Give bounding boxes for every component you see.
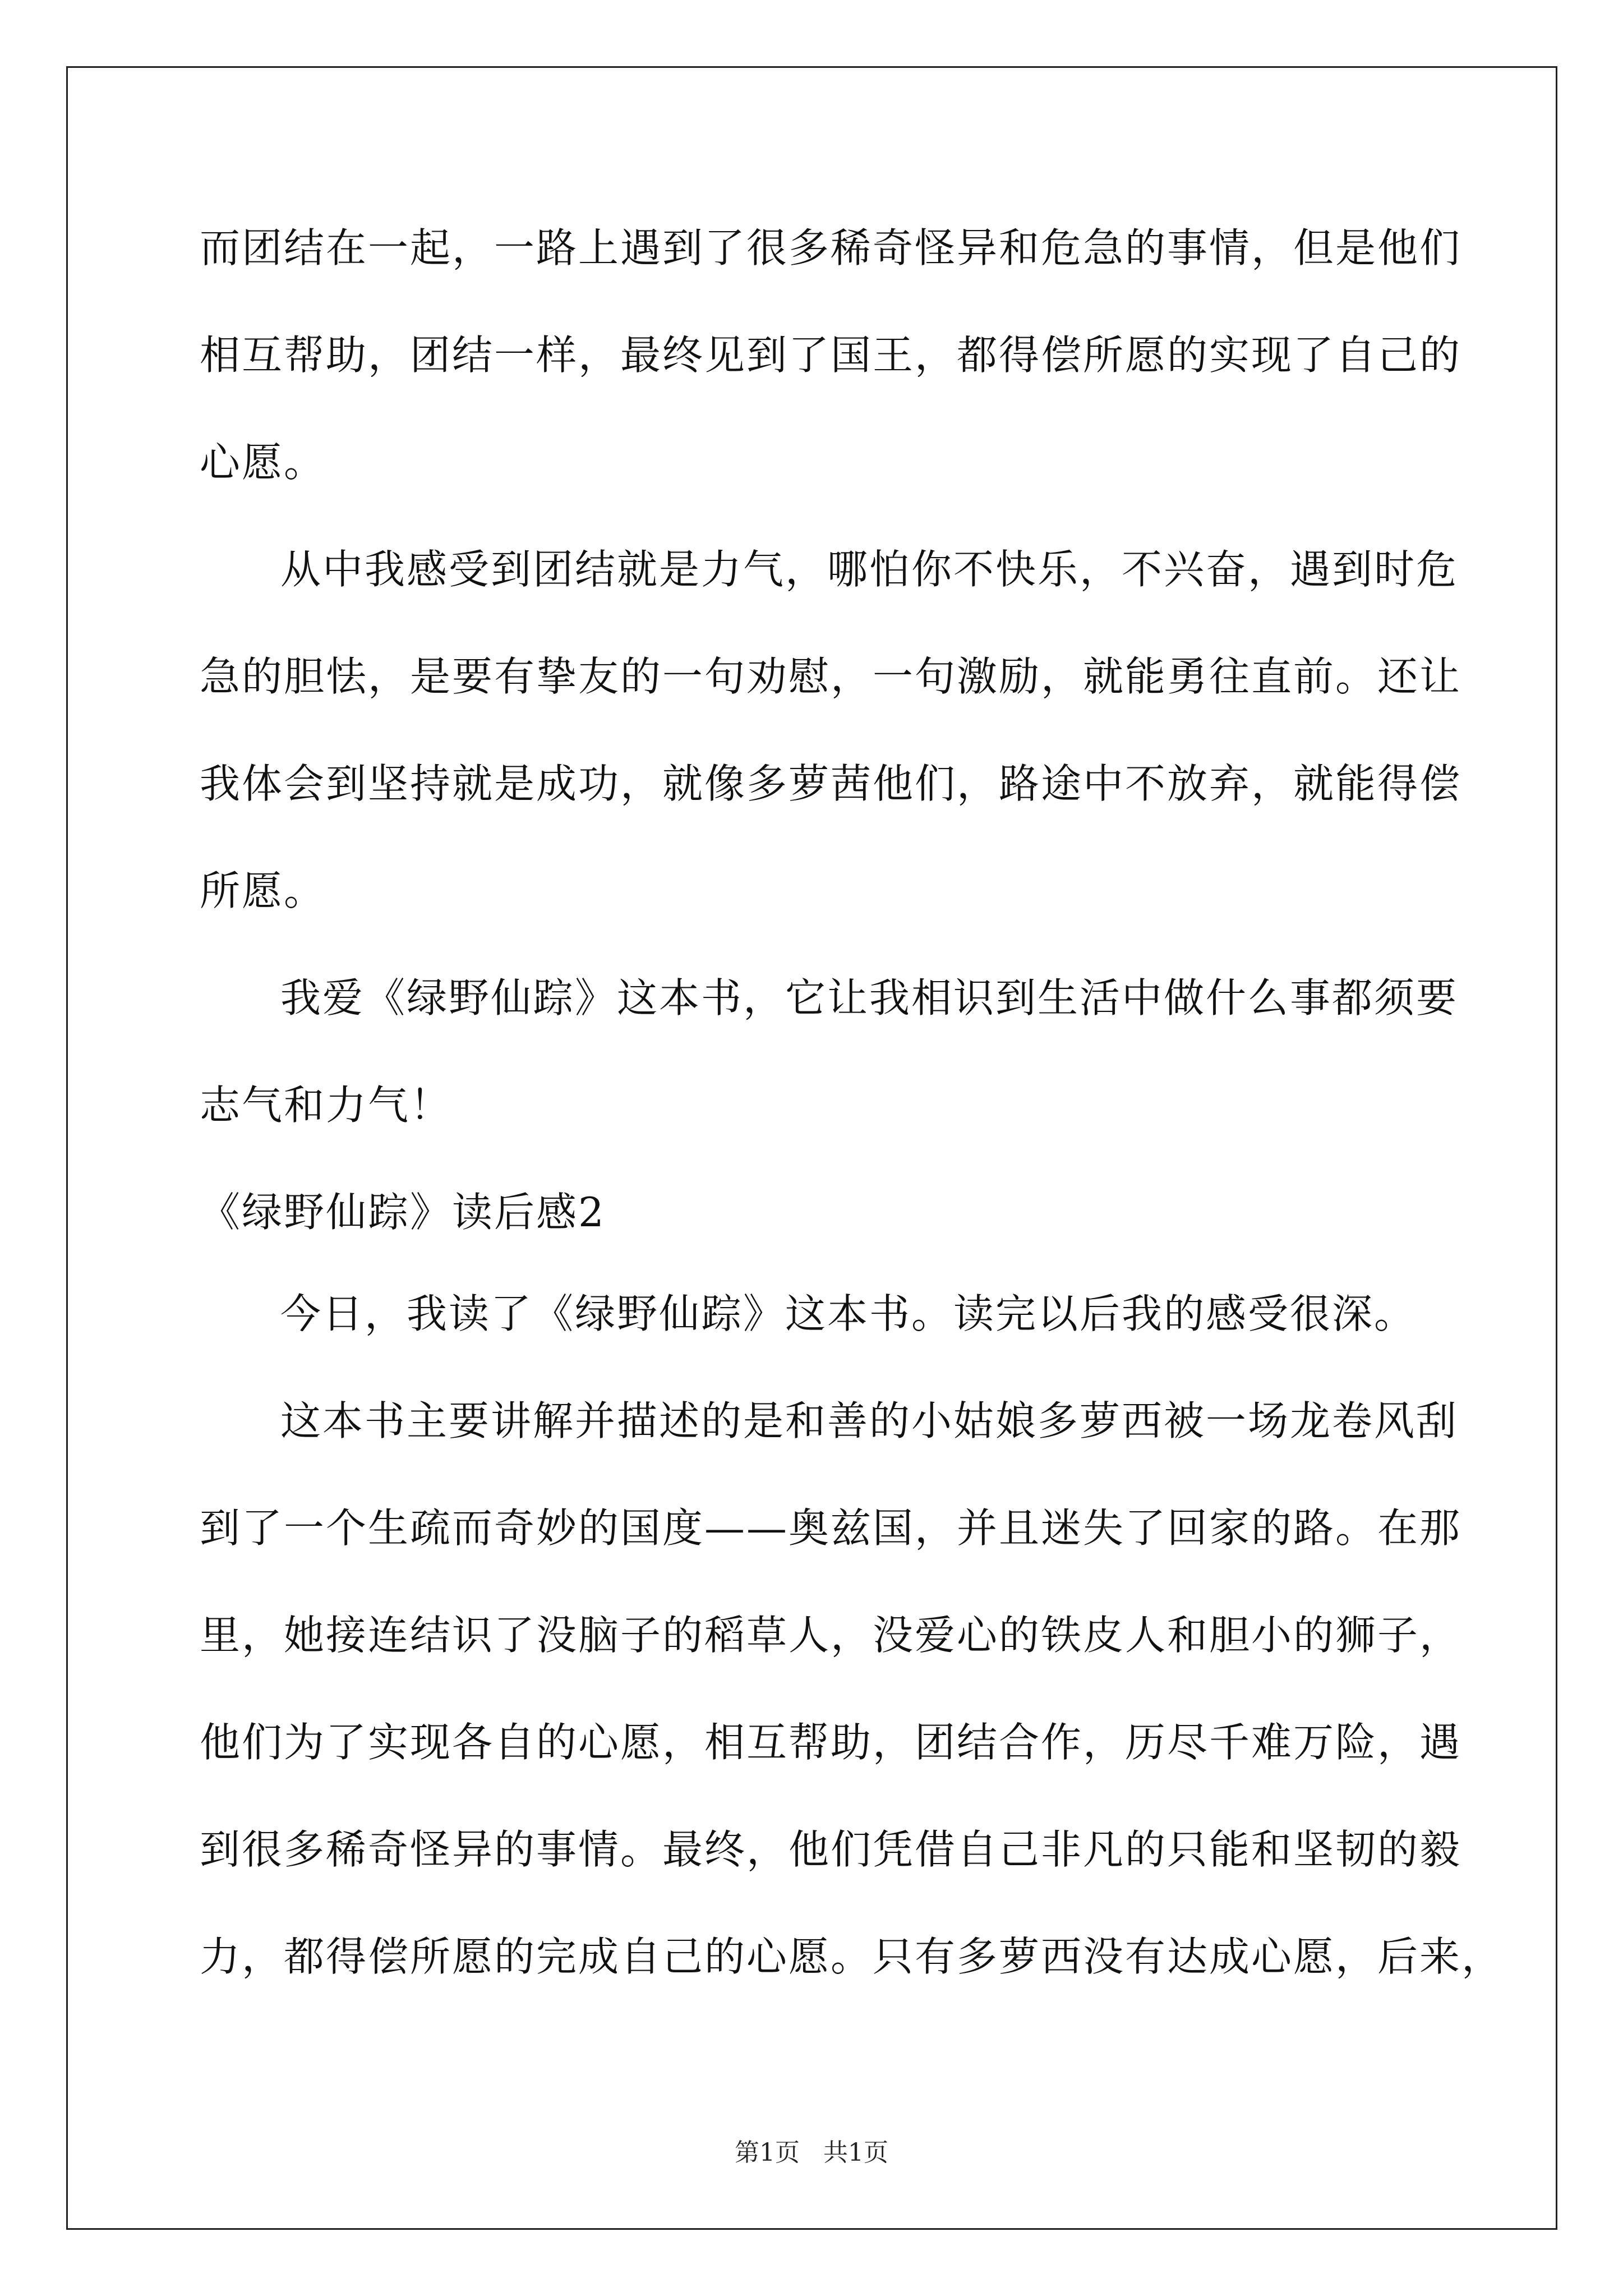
text-line: 我爱《绿野仙踪》这本书，它让我相识到生活中做什么事都须要 <box>280 974 1459 1022</box>
text-line: 今日，我读了《绿野仙踪》这本书。读完以后我的感受很深。 <box>280 1290 1417 1337</box>
text-line: 力，都得偿所愿的完成自己的心愿。只有多萝西没有达成心愿，后来， <box>200 1933 1504 1980</box>
text-line: 我体会到坚持就是成功，就像多萝茜他们，路途中不放弃，就能得偿 <box>200 760 1462 807</box>
text-line: 心愿。 <box>200 439 326 486</box>
document-body <box>200 214 1504 2030</box>
text-line: 他们为了实现各自的心愿，相互帮助，团结合作，历尽千难万险，遇 <box>200 1719 1462 1766</box>
page-footer: 第1页 共1页 <box>735 2138 888 2167</box>
text-line: 里，她接连结识了没脑子的稻草人，没爱心的铁皮人和胆小的狮子， <box>200 1612 1462 1659</box>
text-line: 而团结在一起，一路上遇到了很多稀奇怪异和危急的事情，但是他们 <box>200 224 1462 272</box>
text-line: 所愿。 <box>200 867 326 914</box>
text-line: 到很多稀奇怪异的事情。最终，他们凭借自己非凡的只能和坚韧的毅 <box>200 1826 1462 1873</box>
text-line: 志气和力气！ <box>200 1082 453 1129</box>
text-line: 从中我感受到团结就是力气，哪怕你不快乐，不兴奋，遇到时危 <box>280 546 1459 593</box>
text-line: 到了一个生疏而奇妙的国度——奥兹国，并且迷失了回家的路。在那 <box>200 1504 1462 1552</box>
text-line: 相互帮助，团结一样，最终见到了国王，都得偿所愿的实现了自己的 <box>200 332 1462 379</box>
section-heading: 《绿野仙踪》读后感2 <box>200 1189 606 1236</box>
text-line: 这本书主要讲解并描述的是和善的小姑娘多萝西被一场龙卷风刮 <box>280 1397 1459 1444</box>
text-line: 急的胆怯，是要有挚友的一句劝慰，一句激励，就能勇往直前。还让 <box>200 653 1462 700</box>
